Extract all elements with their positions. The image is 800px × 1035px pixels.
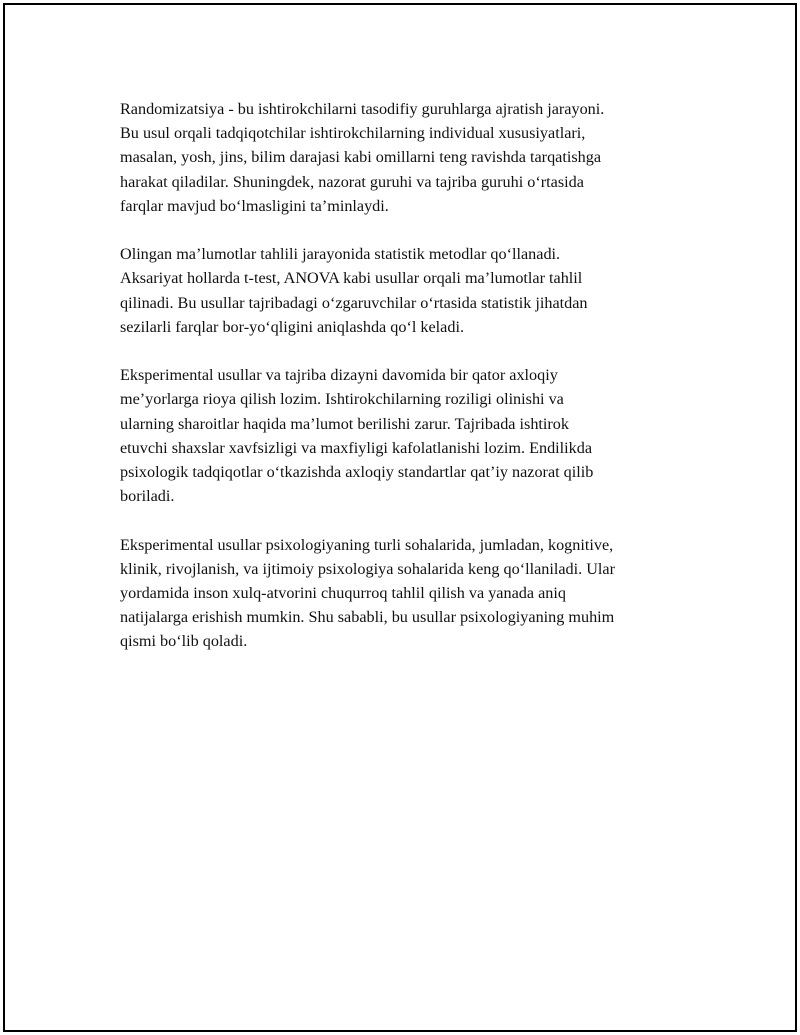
paragraph-line: boriladi. xyxy=(120,487,175,506)
paragraph-line: farqlar mavjud bo‘lmasligini ta’minlaydi. xyxy=(120,196,389,215)
paragraph-line: Eksperimental usullar psixologiyaning turli sohalarida, jumladan, kognitive, xyxy=(120,535,614,554)
paragraph-line: me’yorlarga rioya qilish lozim. Ishtirokchilarning roziligi olinishi va xyxy=(120,390,564,409)
paragraph-line: harakat qiladilar. Shuningdek, nazorat guruhi va tajriba guruhi o‘rtasida xyxy=(120,172,584,191)
paragraph-line: klinik, rivojlanish, va ijtimoiy psixologiya sohalarida keng qo‘llaniladi. Ular xyxy=(120,559,615,578)
paragraph-line: ularning sharoitlar haqida ma’lumot berilishi zarur. Tajribada ishtirok xyxy=(120,414,569,433)
paragraph-line: Olingan ma’lumotlar tahlili jarayonida statistik metodlar qo‘llanadi. xyxy=(120,245,561,264)
paragraph-line: yordamida inson xulq-atvorini chuqurroq tahlil qilish va yanada aniq xyxy=(120,584,566,603)
paragraph-line: sezilarli farqlar bor-yo‘qligini aniqlashda qo‘l keladi. xyxy=(120,317,464,336)
paragraph-line: psixologik tadqiqotlar o‘tkazishda axloqiy standartlar qat’iy nazorat qilib xyxy=(120,463,594,482)
paragraph-ethics xyxy=(120,363,700,508)
paragraph-line: Eksperimental usullar va tajriba dizayni davomida bir qator axloqiy xyxy=(120,366,558,385)
paragraph-line: qismi bo‘lib qoladi. xyxy=(120,632,248,651)
paragraph-line: Aksariyat hollarda t-test, ANOVA kabi usullar orqali ma’lumotlar tahlil xyxy=(120,269,583,288)
paragraph-statistical-analysis xyxy=(120,242,700,339)
paragraph-line: etuvchi shaxslar xavfsizligi va maxfiyligi kafolatlanishi lozim. Endilikda xyxy=(120,438,593,457)
paragraph-randomization xyxy=(120,97,700,218)
paragraph-line: natijalarga erishish mumkin. Shu sababli, bu usullar psixologiyaning muhim xyxy=(120,608,615,627)
paragraph-line: masalan, yosh, jins, bilim darajasi kabi omillarni teng ravishda tarqatishga xyxy=(120,148,602,167)
document-body xyxy=(120,97,700,678)
paragraph-line: qilinadi. Bu usullar tajribadagi o‘zgaruvchilar o‘rtasida statistik jihatdan xyxy=(120,293,588,312)
document-page xyxy=(3,3,797,1032)
paragraph-line: Randomizatsiya - bu ishtirokchilarni tasodifiy guruhlarga ajratish jarayoni. xyxy=(120,100,605,118)
paragraph-line: Bu usul orqali tadqiqotchilar ishtirokchilarning individual xususiyatlari, xyxy=(120,124,586,143)
paragraph-applications xyxy=(120,533,700,654)
